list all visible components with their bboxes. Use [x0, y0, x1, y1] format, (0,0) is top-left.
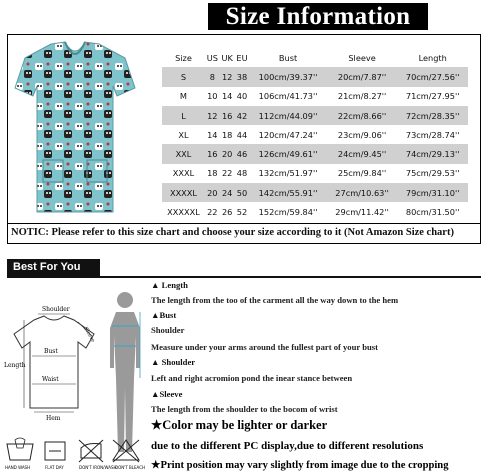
size-cell: 80cm/31.50'' — [405, 207, 460, 218]
header-sleeve: Sleeve — [348, 52, 376, 63]
size-chart-table — [162, 48, 468, 222]
size-cell: 14 — [221, 91, 233, 102]
size-cell: 22 — [207, 207, 218, 218]
size-cell: 132cm/51.97'' — [258, 168, 318, 179]
size-cell: 24 — [220, 183, 235, 202]
label-waist: Waist — [42, 376, 59, 383]
size-cell: 79cm/31.10'' — [397, 183, 468, 202]
care-label-flat-dry: FLAT DAY — [45, 465, 64, 470]
header-size: Size — [175, 52, 192, 63]
size-cell: 20cm/7.87'' — [327, 67, 398, 86]
flat-dry-icon — [45, 442, 65, 470]
size-cell: 27cm/10.63'' — [327, 183, 398, 202]
desc-shoulder-head: ▲ Shoulder — [151, 357, 196, 367]
size-cell: 16 — [205, 144, 220, 163]
size-cell: 106cm/41.73'' — [258, 91, 318, 102]
size-row-m — [162, 87, 468, 106]
size-cell: 14 — [207, 129, 218, 140]
size-cell: 46 — [235, 144, 250, 163]
size-row-s — [162, 67, 468, 86]
size-cell: XXL — [162, 144, 205, 163]
size-cell: 112cm/44.09'' — [249, 106, 326, 125]
size-cell: 20 — [205, 183, 220, 202]
no-iron-icon — [79, 440, 117, 470]
size-cell: 42 — [235, 106, 250, 125]
best-for-you-divider — [7, 276, 481, 278]
scrub-top-image — [13, 40, 137, 218]
size-cell: 100cm/39.37'' — [249, 67, 326, 86]
size-cell: 21cm/8.27'' — [337, 91, 387, 102]
header-length: Length — [418, 52, 447, 63]
size-row-l — [162, 106, 468, 125]
desc-bust-text: Shoulder — [151, 325, 185, 335]
size-cell: 12 — [220, 67, 235, 86]
size-cell: 142cm/55.91'' — [249, 183, 326, 202]
label-sleeve: Sleeve — [82, 326, 96, 344]
size-cell: 10 — [207, 91, 218, 102]
size-row-xxxl — [162, 164, 468, 183]
size-cell: XXXXL — [162, 183, 205, 202]
size-cell: XXXXXL — [167, 207, 200, 218]
size-cell: 23cm/9.06'' — [337, 129, 387, 140]
no-bleach-icon — [113, 440, 145, 470]
label-shoulder: Shoulder — [42, 306, 70, 313]
note-print-position: ★Print position may vary slightly from image due to the cropping — [151, 460, 449, 471]
size-cell: 16 — [220, 106, 235, 125]
desc-sleeve-text: The length from the shoulder to the bocom of wrist — [151, 404, 338, 414]
care-label-hand-wash: HAND WASH — [5, 465, 31, 470]
size-notice: NOTIC: Please refer to this size chart and choose your size according to it (Not Amazon Size chart) — [7, 224, 481, 244]
size-cell: XXXL — [172, 168, 195, 179]
size-cell: 152cm/59.84'' — [258, 207, 318, 218]
hand-wash-icon — [5, 438, 33, 470]
size-cell: 20 — [220, 144, 235, 163]
size-cell: 25cm/9.84'' — [337, 168, 387, 179]
size-cell: 38 — [235, 67, 250, 86]
label-bust: Bust — [44, 348, 58, 355]
desc-shoulder-text: Left and right acromion pond the inear stance between — [151, 373, 353, 383]
header-eu: EU — [236, 52, 248, 63]
desc-bust-detail: Measure under your arms around the fullest part of your bust — [151, 342, 378, 352]
size-cell: 40 — [236, 91, 248, 102]
size-cell: 26 — [221, 207, 233, 218]
desc-bust-head: ▲Bust — [151, 310, 177, 320]
size-cell: L — [162, 106, 205, 125]
size-cell: 22cm/8.66'' — [327, 106, 398, 125]
size-cell: 70cm/27.56'' — [397, 67, 468, 86]
size-cell: 24cm/9.45'' — [327, 144, 398, 163]
size-cell: 18 — [207, 168, 218, 179]
size-cell: 12 — [205, 106, 220, 125]
note-color: ★Color may be lighter or darker — [151, 418, 328, 432]
best-for-you-tag: Best For You — [7, 259, 100, 276]
size-cell: XL — [178, 129, 189, 140]
size-cell: 72cm/28.35'' — [397, 106, 468, 125]
size-cell: 18 — [221, 129, 233, 140]
size-row-xxl — [162, 144, 468, 163]
size-row-xxxxxl — [162, 202, 468, 221]
size-cell: M — [179, 91, 187, 102]
header-uk: UK — [221, 52, 233, 63]
body-figure — [104, 288, 146, 456]
size-cell: 120cm/47.24'' — [258, 129, 318, 140]
size-cell: 22 — [221, 168, 233, 179]
care-label-no-iron: DON'T IRON/WASH — [79, 465, 117, 470]
size-chart-header-row — [162, 48, 468, 67]
size-cell: 126cm/49.61'' — [249, 144, 326, 163]
size-cell: 48 — [236, 168, 248, 179]
desc-length-text: The length from the too of the carment all the way down to the hem — [151, 295, 399, 305]
size-row-xl — [162, 125, 468, 144]
care-instructions — [3, 434, 151, 474]
title-banner: Size Information — [208, 3, 428, 30]
header-bust: Bust — [278, 52, 298, 63]
size-cell: 74cm/29.13'' — [397, 144, 468, 163]
label-length: Length — [4, 362, 26, 369]
size-cell: 29cm/11.42'' — [335, 207, 389, 218]
size-cell: 52 — [236, 207, 248, 218]
desc-sleeve-head: ▲Sleeve — [151, 389, 183, 399]
size-cell: 50 — [235, 183, 250, 202]
desc-length-head: ▲ Length — [151, 280, 188, 290]
header-us: US — [206, 52, 218, 63]
size-cell: S — [162, 67, 205, 86]
size-cell: 73cm/28.74'' — [405, 129, 460, 140]
size-row-xxxxl — [162, 183, 468, 202]
label-hem: Hem — [46, 415, 61, 422]
care-label-no-bleach: DON'T BLEACH — [115, 465, 146, 470]
size-cell: 8 — [205, 67, 220, 86]
size-cell: 71cm/27.95'' — [405, 91, 460, 102]
note-display: due to the different PC display,due to different resolutions — [151, 440, 424, 452]
size-cell: 75cm/29.53'' — [405, 168, 460, 179]
measurement-diagram — [4, 304, 100, 422]
size-cell: 44 — [236, 129, 248, 140]
